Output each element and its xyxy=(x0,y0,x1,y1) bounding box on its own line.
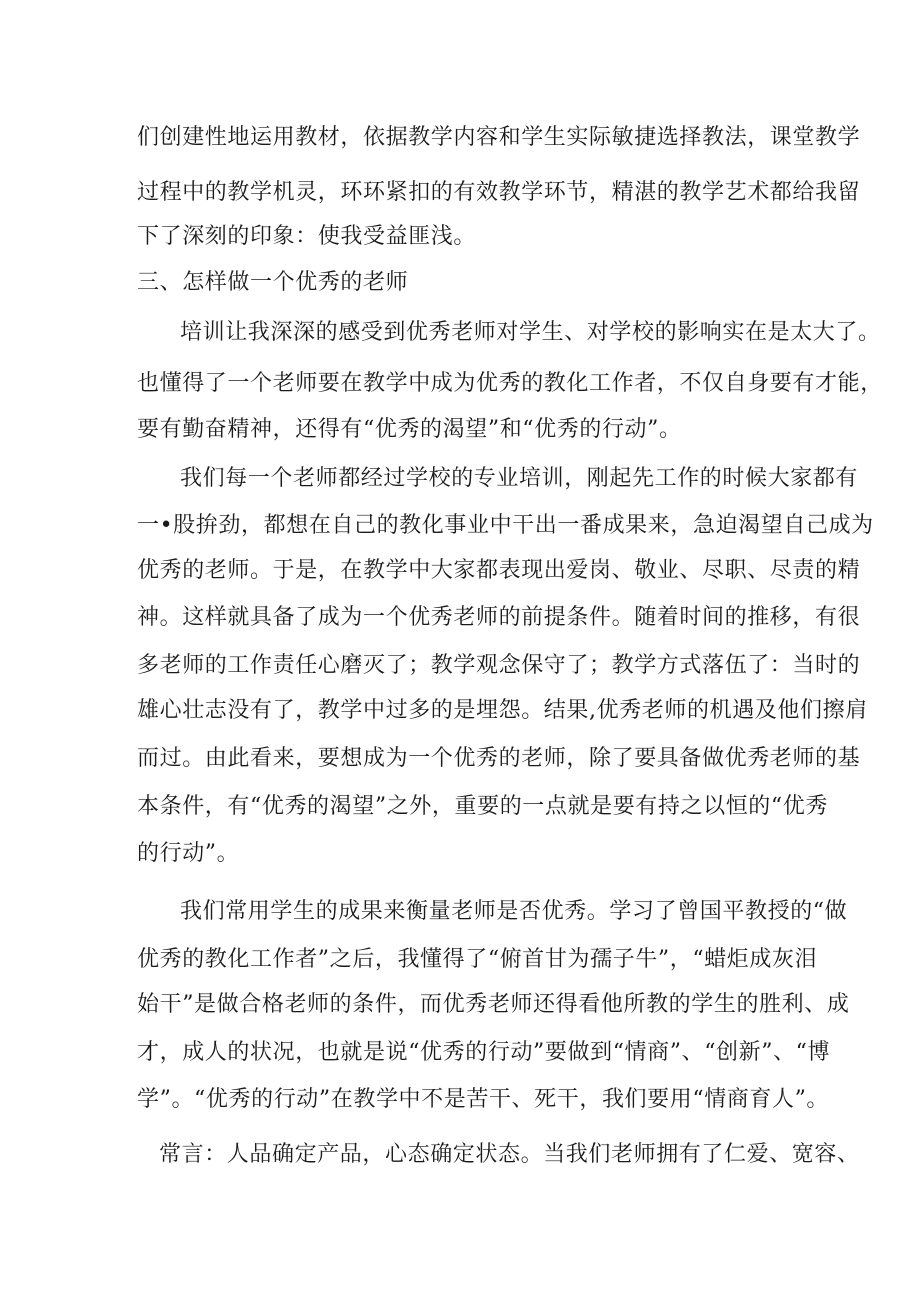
text-line: 而过。由此看来，要想成为一个优秀的老师，除了要具备做优秀老师的基 xyxy=(137,746,861,771)
text-line: 过程中的教学机灵，环环紧扣的有效教学环节，精湛的教学艺术都给我留 xyxy=(137,180,861,205)
text-line: 优秀的老师。于是，在教学中大家都表现出爱岗、敬业、尽职、尽责的精 xyxy=(137,558,861,583)
text-line: 我们每一个老师都经过学校的专业培训，刚起先工作的时候大家都有 xyxy=(180,466,859,491)
text-line: 一•股拚劲，都想在自己的教化事业中干出一番成果来，急迫渴望自己成为 xyxy=(137,513,874,538)
text-line: 学”。“优秀的行动”在教学中不是苦干、死干，我们要用“情商育人”。 xyxy=(137,1087,830,1112)
text-line: 下了深刻的印象：使我受益匪浅。 xyxy=(137,224,477,249)
text-line: 们创建性地运用教材，依据教学内容和学生实际敏捷选择教法，课堂教学 xyxy=(137,125,861,150)
text-line: 培训让我深深的感受到优秀老师对学生、对学校的影响实在是太大了。 xyxy=(180,320,881,345)
text-line: 要有勤奋精神，还得有“优秀的渴望”和“优秀的行动”。 xyxy=(137,417,682,442)
text-line: 神。这样就具备了成为一个优秀老师的前提条件。随着时间的推移，有很 xyxy=(137,605,861,630)
text-line: 始干”是做合格老师的条件，而优秀老师还得看他所教的学生的胜利、成 xyxy=(137,992,850,1017)
text-line: 本条件，有“优秀的渴望”之外，重要的一点就是要有持之以恒的“优秀 xyxy=(137,794,828,819)
text-line: 多老师的工作责任心磨灭了；教学观念保守了；教学方式落伍了：当时的 xyxy=(137,653,861,678)
text-line: 雄心壮志没有了，教学中过多的是埋怨。结果,优秀老师的机遇及他们擦肩 xyxy=(137,698,868,723)
text-line: 我们常用学生的成果来衡量老师是否优秀。学习了曾国平教授的“做 xyxy=(180,899,848,924)
text-line: 的行动”。 xyxy=(137,841,240,866)
section-heading: 三、怎样做一个优秀的老师 xyxy=(137,270,409,295)
text-line: 也懂得了一个老师要在教学中成为优秀的教化工作者，不仅自身要有才能， xyxy=(137,371,883,396)
text-line: 优秀的教化工作者”之后，我懂得了“俯首甘为孺子牛”，“蜡炬成灰泪 xyxy=(137,947,818,972)
text-line: 常言：人品确定产品，心态确定状态。当我们老师拥有了仁爱、宽容、 xyxy=(159,1142,860,1167)
text-line: 才，成人的状况，也就是说“优秀的行动”要做到“情商”、“创新”、“博 xyxy=(137,1040,831,1065)
